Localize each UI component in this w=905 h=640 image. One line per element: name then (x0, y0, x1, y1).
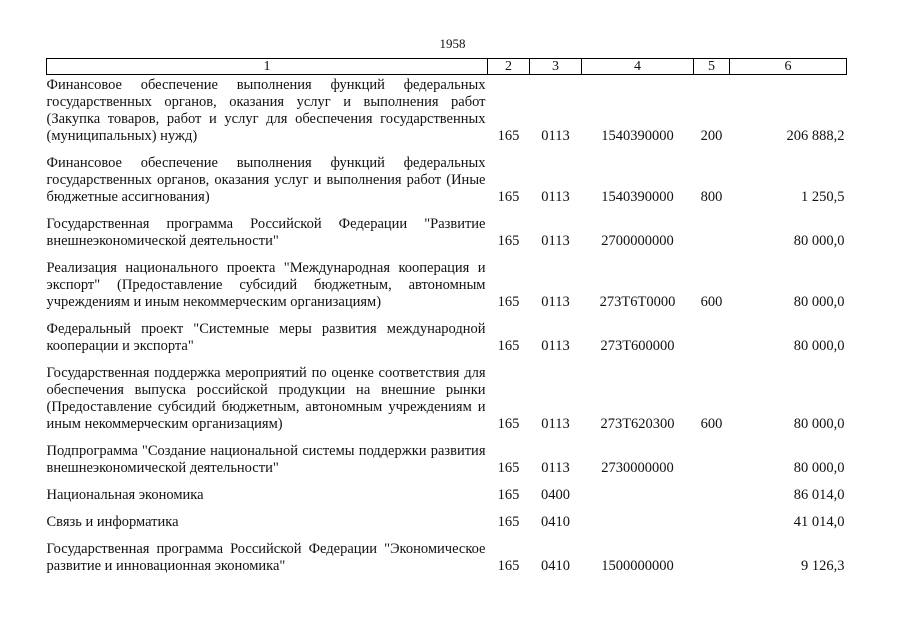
row-expense-type (694, 531, 730, 575)
row-name: Финансовое обеспечение выполнения функций федеральных государственных органов, оказания услуг и выполнения работ (Иные бюджетные ассигнования) (46, 155, 486, 205)
row-amount: 80 000,0 (793, 233, 845, 249)
row-target-code: 2700000000 (601, 233, 674, 249)
row-target-code: 273Т620300 (600, 416, 675, 432)
table-row (47, 145, 847, 206)
row-expense-type (694, 477, 730, 504)
row-name: Федеральный проект "Системные меры развития международной кооперации и экспорта" (46, 321, 486, 354)
row-ministry-code: 165 (497, 487, 520, 503)
column-header-1: 1 (47, 59, 488, 75)
row-expense-type (694, 311, 730, 355)
row-section-code: 0113 (541, 460, 570, 476)
row-expense-type: 600 (700, 294, 723, 310)
row-ministry-code: 165 (497, 416, 520, 432)
row-section-code: 0113 (541, 233, 570, 249)
column-number-header-row (47, 59, 847, 75)
row-section-code: 0410 (541, 558, 570, 574)
row-target-code: 1540390000 (601, 189, 674, 205)
table-row (47, 311, 847, 355)
row-ministry-code: 165 (497, 514, 520, 530)
budget-table (46, 58, 847, 575)
row-section-code: 0113 (541, 416, 570, 432)
row-target-code: 273Т600000 (600, 338, 675, 354)
row-amount: 80 000,0 (793, 416, 845, 432)
row-section-code: 0400 (541, 487, 570, 503)
row-expense-type (694, 206, 730, 250)
column-header-4: 4 (582, 59, 694, 75)
row-target-code: 1540390000 (601, 128, 674, 144)
column-header-5: 5 (694, 59, 730, 75)
row-name: Подпрограмма "Создание национальной системы поддержки развития внешнеэкономической деятельности" (46, 443, 486, 476)
row-section-code: 0113 (541, 189, 570, 205)
row-name: Финансовое обеспечение выполнения функций федеральных государственных органов, оказания услуг и выполнения работ (Закупка товаров, работ и услуг для обеспечения государственных (муниципальных) нужд) (46, 77, 486, 144)
row-expense-type (694, 504, 730, 531)
table-row (47, 477, 847, 504)
row-expense-type: 200 (700, 128, 723, 144)
row-name: Связь и информатика (46, 514, 179, 530)
row-target-code: 1500000000 (601, 558, 674, 574)
row-expense-type (694, 433, 730, 477)
row-ministry-code: 165 (497, 233, 520, 249)
column-header-2: 2 (488, 59, 530, 75)
row-target-code: 2730000000 (601, 460, 674, 476)
table-row (47, 531, 847, 575)
row-expense-type: 600 (700, 416, 723, 432)
row-target-code: 273Т6Т0000 (599, 294, 676, 310)
column-header-3: 3 (530, 59, 582, 75)
row-amount: 41 014,0 (793, 514, 845, 530)
row-section-code: 0113 (541, 338, 570, 354)
row-amount: 206 888,2 (786, 128, 845, 144)
row-ministry-code: 165 (497, 128, 520, 144)
table-row (47, 75, 847, 146)
row-ministry-code: 165 (497, 338, 520, 354)
row-section-code: 0113 (541, 128, 570, 144)
row-section-code: 0410 (541, 514, 570, 530)
row-amount: 1 250,5 (801, 189, 845, 205)
column-header-6: 6 (730, 59, 847, 75)
row-amount: 86 014,0 (793, 487, 845, 503)
row-amount: 80 000,0 (793, 294, 845, 310)
table-row (47, 355, 847, 433)
row-name: Государственная программа Российской Федерации "Экономическое развитие и инновационная экономика" (46, 541, 486, 574)
row-amount: 80 000,0 (793, 460, 845, 476)
table-row (47, 206, 847, 250)
row-amount: 9 126,3 (801, 558, 845, 574)
row-name: Реализация национального проекта "Международная кооперация и экспорт" (Предоставление субсидий бюджетным, автономным учреждениям и иным некоммерческим организациям) (46, 260, 486, 310)
row-ministry-code: 165 (497, 294, 520, 310)
row-section-code: 0113 (541, 294, 570, 310)
table-row (47, 250, 847, 311)
table-row (47, 504, 847, 531)
row-name: Государственная поддержка мероприятий по оценке соответствия для обеспечения выпуска российской продукции на внешние рынки (Предоставление субсидий бюджетным, автономным учреждениям и иным некоммерческим организациям) (46, 365, 486, 432)
row-target-code (582, 477, 694, 504)
row-amount: 80 000,0 (793, 338, 845, 354)
row-ministry-code: 165 (497, 558, 520, 574)
row-target-code (582, 504, 694, 531)
row-name: Государственная программа Российской Федерации "Развитие внешнеэкономической деятельности" (46, 216, 486, 249)
table-row (47, 433, 847, 477)
row-ministry-code: 165 (497, 460, 520, 476)
row-expense-type: 800 (700, 189, 723, 205)
page-number: 1958 (439, 36, 466, 51)
row-ministry-code: 165 (497, 189, 520, 205)
row-name: Национальная экономика (46, 487, 204, 503)
